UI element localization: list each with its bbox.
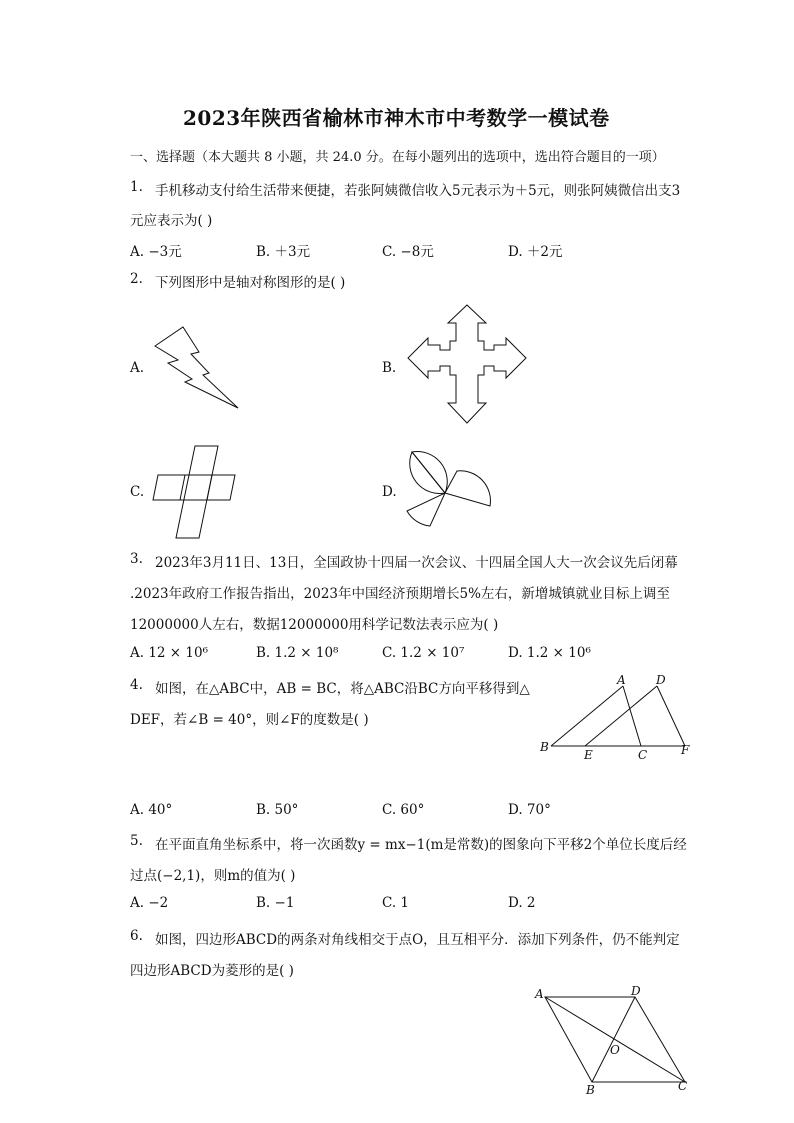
question-1-option-c[interactable]: C. −8元: [382, 244, 434, 260]
question-4-number: 4.: [130, 677, 143, 693]
question-3-line-1: 2023年3月11日、13日，全国政协十四届一次会议、十四届全国人大一次会议先后闭幕: [155, 555, 678, 571]
question-2-line-1: 下列图形中是轴对称图形的是( ): [155, 275, 346, 291]
label-e: E: [584, 748, 593, 762]
question-5-line-1: 在平面直角坐标系中，将一次函数y = mx−1(m是常数)的图象向下平移2个单位长度后经: [155, 837, 687, 853]
label-c: C: [678, 1079, 688, 1093]
section-header: 一、选择题（本大题共 8 小题，共 24.0 分。在每小题列出的选项中，选出符合题目的一项）: [130, 150, 665, 165]
question-3-option-c[interactable]: C. 1.2 × 10⁷: [382, 645, 465, 661]
question-1-option-d[interactable]: D. ＋2元: [508, 244, 563, 260]
label-o: O: [610, 1043, 620, 1057]
question-5-line-2: 过点(−2,1)，则m的值为( ): [130, 868, 296, 884]
question-1-option-b[interactable]: B. ＋3元: [256, 244, 311, 260]
question-5-option-b[interactable]: B. −1: [256, 895, 295, 911]
question-3-line-2: .2023年政府工作报告指出，2023年中国经济预期增长5%左右，新增城镇就业目标上调至: [130, 586, 670, 602]
question-3-option-d[interactable]: D. 1.2 × 10⁶: [508, 645, 591, 661]
question-6-line-2: 四边形ABCD为菱形的是( ): [130, 963, 294, 979]
label-c: C: [638, 748, 648, 762]
question-1-option-a[interactable]: A. −3元: [130, 244, 182, 260]
label-f: F: [681, 743, 690, 757]
label-d: D: [631, 984, 641, 998]
label-a: A: [535, 987, 544, 1001]
question-4-option-d[interactable]: D. 70°: [508, 802, 551, 818]
question-5-option-a[interactable]: A. −2: [130, 895, 169, 911]
question-5-option-d[interactable]: D. 2: [508, 895, 536, 911]
question-1-line-2: 元应表示为( ): [130, 213, 213, 229]
label-a: A: [617, 673, 626, 687]
label-b: B: [540, 740, 549, 754]
question-4-line-2: DEF，若∠B = 40°，则∠F的度数是( ): [130, 712, 369, 728]
rhombus-figure: [530, 982, 700, 1097]
question-6-number: 6.: [130, 928, 143, 944]
question-2-option-c[interactable]: C.: [130, 484, 145, 500]
translated-triangles-figure: [535, 672, 700, 767]
question-4-line-1: 如图，在△ABC中，AB = BC，将△ABC沿BC方向平移得到△: [155, 681, 530, 697]
page-title: 2023年陕西省榆林市神木市中考数学一模试卷: [183, 106, 610, 130]
question-1-line-1: 手机移动支付给生活带来便捷，若张阿姨微信收入5元表示为＋5元，则张阿姨微信出支3: [155, 183, 681, 199]
question-1-number: 1.: [130, 179, 143, 195]
pinwheel-figure: [402, 443, 497, 538]
cube-net-figure: [150, 442, 245, 542]
question-5-option-c[interactable]: C. 1: [382, 895, 410, 911]
question-3-option-a[interactable]: A. 12 × 10⁶: [130, 645, 208, 661]
question-3-number: 3.: [130, 551, 143, 567]
question-4-option-b[interactable]: B. 50°: [256, 802, 299, 818]
label-d: D: [656, 673, 666, 687]
question-2-option-b[interactable]: B.: [382, 360, 397, 376]
question-2-number: 2.: [130, 271, 143, 287]
question-6-line-1: 如图，四边形ABCD的两条对角线相交于点O，且互相平分．添加下列条件，仍不能判定: [155, 932, 680, 948]
question-3-option-b[interactable]: B. 1.2 × 10⁸: [256, 645, 339, 661]
label-b: B: [586, 1083, 595, 1097]
lightning-bolt-figure: [150, 322, 245, 412]
question-3-line-3: 12000000人左右，数据12000000用科学记数法表示应为( ): [130, 617, 499, 633]
question-2-option-d[interactable]: D.: [382, 484, 397, 500]
question-4-option-c[interactable]: C. 60°: [382, 802, 425, 818]
four-arrow-cross-figure: [402, 303, 532, 428]
question-2-option-a[interactable]: A.: [130, 360, 145, 376]
question-4-option-a[interactable]: A. 40°: [130, 802, 173, 818]
question-5-number: 5.: [130, 833, 143, 849]
